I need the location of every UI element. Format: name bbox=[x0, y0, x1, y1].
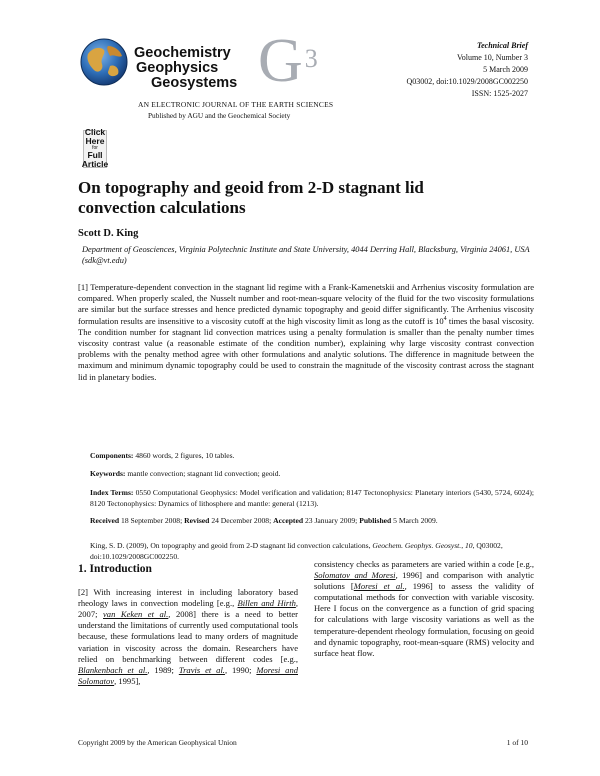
full-article-line3: for bbox=[92, 145, 98, 151]
full-article-line4: Full bbox=[87, 150, 103, 160]
dates-row bbox=[90, 516, 534, 527]
reference-link[interactable]: Blankenbach et al. bbox=[78, 664, 148, 675]
journal-masthead bbox=[78, 27, 398, 120]
published-date: 5 March 2009. bbox=[393, 516, 438, 525]
journal-name-line3: Geosystems bbox=[151, 75, 238, 91]
journal-publisher: Published by AGU and the Geochemical Society bbox=[148, 111, 291, 120]
g3-logo-letter: G bbox=[258, 27, 303, 95]
article-info bbox=[406, 40, 528, 100]
intro-right-text-3: , 1996] to assess the validity of computational methods for convection with variable viscosity. Here I focus on the convergence as a function of grid spacing for calculations with large viscosity variations as well as the temperature-dependent rheology formulation, focusing on geoid and dynamic topography, root-mean-square (RMS) velocity and surface heat flow. bbox=[314, 581, 534, 658]
keywords-row bbox=[90, 469, 534, 480]
components-label: Components: bbox=[90, 451, 134, 460]
abstract bbox=[78, 282, 534, 383]
article-type: Technical Brief bbox=[476, 41, 528, 50]
intro-text-3: , 2008] there is a need to better understand the limitations of currently used computational tools because, these formulations lead to many orders of magnitude variation in viscosity across the domain. Researchers have relied on benchmarking between different codes [e.g., bbox=[78, 609, 298, 664]
author-affiliation: Department of Geosciences, Virginia Polytechnic Institute and State University, 4044 Derring Hall, Blacksburg, Virginia 24061, USA (sdk@vt.edu) bbox=[82, 245, 530, 265]
reference-link[interactable]: Moresi et al. bbox=[353, 581, 405, 592]
published-label: Published bbox=[359, 516, 392, 525]
globe-icon bbox=[78, 36, 130, 88]
intro-text-4: , 1989; bbox=[147, 664, 174, 675]
accepted-label: Accepted bbox=[273, 516, 304, 525]
section-heading-introduction: 1. Introduction bbox=[78, 563, 152, 575]
intro-text-5: , 1990; bbox=[224, 664, 252, 675]
reference-link[interactable]: Solomatov and Moresi bbox=[314, 570, 396, 581]
intro-text-6: , 1995], bbox=[114, 675, 141, 686]
intro-text-1: [2] With increasing interest in including laboratory based rheology laws in convection modeling [e.g., bbox=[78, 587, 298, 609]
index-terms-value: 0550 Computational Geophysics: Model verification and validation; 8147 Tectonophysics: Planetary interiors (5430, 5724, 6024); 8120 Tectonophysics: Dynamics of lithosphere and mantle: general (1213). bbox=[90, 488, 534, 508]
journal-name-line1: Geochemistry bbox=[134, 45, 231, 61]
full-article-label bbox=[80, 128, 110, 169]
revised-date: 24 December 2008; bbox=[211, 516, 272, 525]
accepted-date: 23 January 2009; bbox=[304, 516, 358, 525]
article-issn: ISSN: 1525-2027 bbox=[471, 89, 528, 98]
components-value: 4860 words, 2 figures, 10 tables. bbox=[135, 451, 235, 460]
intro-right-text-1: consistency checks as parameters are varied within a code [e.g., bbox=[314, 559, 534, 569]
abstract-text-part2: times the basal viscosity. The condition number for stagnant lid convection matrices using a penalty formulation is smaller than the penalty number times viscosity contrast value (a reasonable estimate of the condition number), explaining why large viscosity contrast convection problems with the penalty method agree with other formulations and analytic solutions. The difference in magnitude between the maximum and minimum dynamic topography could be used to constrain the magnitude of the viscosity contrast across the stagnant lid in planetary bodies. bbox=[78, 315, 534, 382]
received-date: 18 September 2008; bbox=[121, 516, 183, 525]
full-article-line5: Article bbox=[81, 159, 109, 169]
reference-link[interactable]: van Keken et al. bbox=[103, 609, 169, 620]
article-date: 5 March 2009 bbox=[483, 65, 528, 74]
revised-label: Revised bbox=[184, 516, 210, 525]
keywords-value: mantle convection; stagnant lid convection; geoid. bbox=[127, 469, 281, 478]
body-column-left bbox=[78, 560, 298, 687]
abstract-text-part1: Temperature-dependent convection in the stagnant lid regime with a Frank-Kamenetskii and Arrhenius viscosity formulation are compared. When properly scaled, the Nusselt number and root-mean-square velocity of the fluid for the two viscosity formulations are similar but the surface stresses and hence predicted dynamic topography and geoid differ significantly. The Arrhenius viscosity formulation results are insensitive to a viscosity cutoff at the high viscosity limit as long as the cutoff is 10 bbox=[78, 282, 534, 326]
full-article-line2: Here bbox=[85, 136, 105, 146]
journal-name-line2: Geophysics bbox=[136, 60, 219, 76]
index-terms-row bbox=[90, 488, 534, 509]
abstract-superscript: 4 bbox=[443, 315, 447, 322]
body-column-right bbox=[314, 559, 534, 659]
components-row bbox=[90, 451, 534, 462]
citation-part2: , bbox=[461, 541, 464, 550]
intro-right-text-2: , 1996] and comparison with analytic solutions [ bbox=[314, 570, 534, 592]
full-article-line1: Click bbox=[84, 127, 106, 137]
g3-logo-superscript: 3 bbox=[304, 44, 318, 73]
keywords-label: Keywords: bbox=[90, 469, 126, 478]
full-article-button[interactable] bbox=[80, 128, 110, 170]
index-terms-label: Index Terms: bbox=[90, 488, 134, 497]
citation-volume: 10 bbox=[465, 541, 473, 550]
citation-journal: Geochem. Geophys. Geosyst. bbox=[372, 541, 462, 550]
reference-link[interactable]: Travis et al. bbox=[178, 664, 225, 675]
reference-link[interactable]: Billen and Hirth bbox=[237, 598, 296, 609]
intro-paragraph-continued bbox=[314, 559, 534, 659]
reference-link[interactable]: Moresi and Solomatov bbox=[78, 664, 298, 686]
intro-text-2: , 2007; bbox=[78, 598, 298, 620]
article-doi: Q03002, doi:10.1029/2008GC002250 bbox=[406, 77, 528, 86]
received-label: Received bbox=[90, 516, 120, 525]
g3-logo bbox=[258, 27, 318, 95]
paragraph-marker: [1] bbox=[78, 282, 88, 292]
author-name: Scott D. King bbox=[78, 228, 139, 239]
journal-subtitle: AN ELECTRONIC JOURNAL OF THE EARTH SCIENCES bbox=[138, 100, 334, 109]
copyright-footer: Copyright 2009 by the American Geophysical Union bbox=[78, 738, 237, 747]
paper-title: On topography and geoid from 2-D stagnant lid convection calculations bbox=[78, 178, 424, 217]
article-volume: Volume 10, Number 3 bbox=[457, 53, 528, 62]
citation-part1: King, S. D. (2009), On topography and geoid from 2-D stagnant lid convection calculations, bbox=[90, 541, 371, 550]
intro-paragraph bbox=[78, 587, 298, 687]
citation-part3: , Q03002, doi:10.1029/2008GC002250. bbox=[90, 541, 503, 561]
page-number: 1 of 10 bbox=[506, 738, 528, 747]
